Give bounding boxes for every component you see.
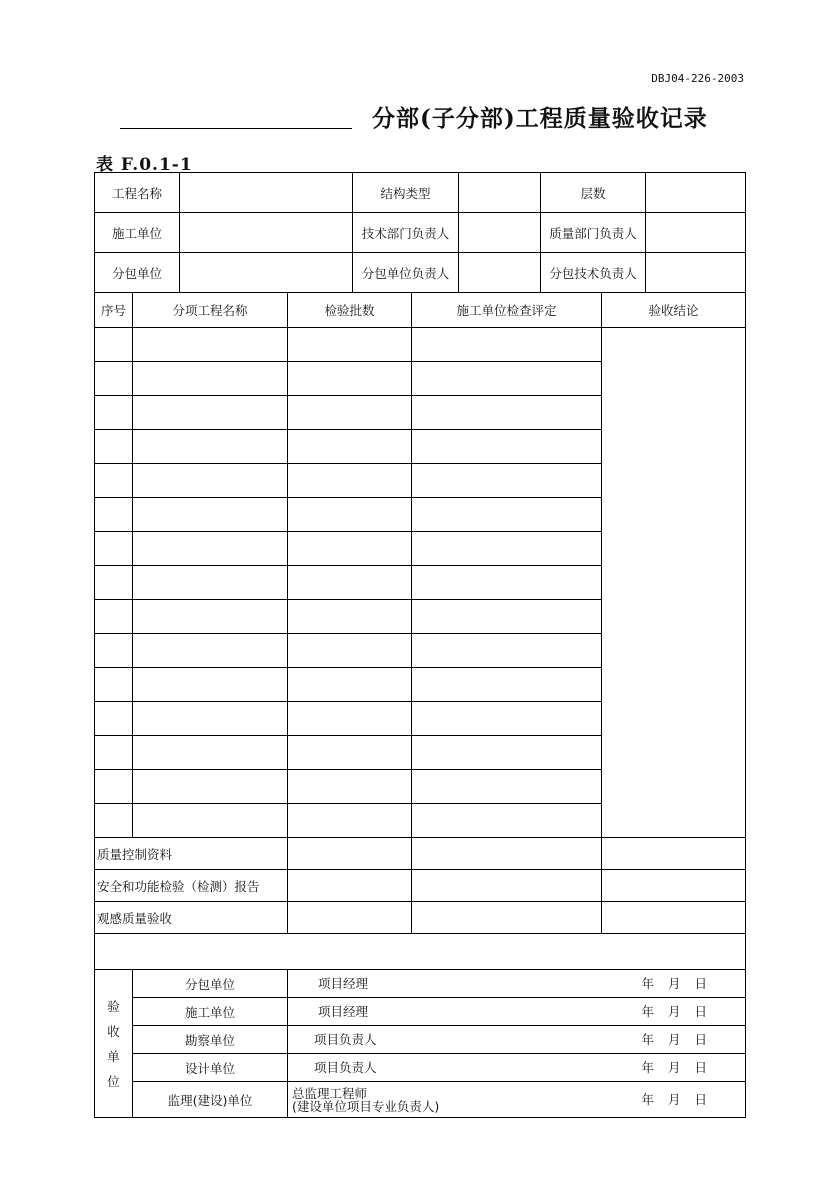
- role-text: 总监理工程师: [292, 1085, 368, 1101]
- cell-evaluation[interactable]: [412, 328, 602, 362]
- cell-item-name[interactable]: [133, 362, 288, 396]
- role-text: 项目经理: [318, 1004, 369, 1019]
- cell-batch-count[interactable]: [288, 634, 412, 668]
- field-construction-unit[interactable]: [180, 213, 353, 253]
- sign-date: [628, 1061, 708, 1074]
- date-day-label: 日: [694, 1004, 708, 1019]
- cell-no[interactable]: [95, 600, 133, 634]
- acceptance-sign-cell[interactable]: [288, 1054, 746, 1082]
- cell-batch-count[interactable]: [288, 770, 412, 804]
- acceptance-unit: 设计单位: [133, 1054, 288, 1082]
- acceptance-label-char: 单: [107, 1048, 120, 1064]
- cell-evaluation[interactable]: [412, 464, 602, 498]
- date-year-label: 年: [641, 1032, 655, 1047]
- misc-cell-evaluation[interactable]: [412, 902, 602, 934]
- cell-batch-count[interactable]: [288, 804, 412, 838]
- date-month-label: 月: [668, 1032, 681, 1047]
- date-day-label: 日: [694, 1032, 708, 1047]
- page-title: 分部(子分部)工程质量验收记录: [372, 105, 708, 132]
- date-month-label: 月: [668, 1092, 681, 1107]
- cell-item-name[interactable]: [133, 396, 288, 430]
- acceptance-unit: 分包单位: [133, 970, 288, 998]
- cell-evaluation[interactable]: [412, 702, 602, 736]
- field-structure-type[interactable]: [459, 173, 541, 213]
- misc-row-label: 质量控制资料: [95, 838, 288, 870]
- acceptance-units-label: [95, 970, 133, 1118]
- cell-evaluation[interactable]: [412, 396, 602, 430]
- misc-cell-batch[interactable]: [288, 870, 412, 902]
- acceptance-role: [314, 1033, 377, 1046]
- acceptance-label-char: 位: [107, 1073, 120, 1089]
- sign-date: [628, 1093, 708, 1106]
- cell-evaluation[interactable]: [412, 430, 602, 464]
- cell-evaluation[interactable]: [412, 804, 602, 838]
- cell-no[interactable]: [95, 702, 133, 736]
- field-quality-head[interactable]: [646, 213, 746, 253]
- cell-no[interactable]: [95, 770, 133, 804]
- column-header-no: 序号: [95, 293, 133, 328]
- cell-item-name[interactable]: [133, 328, 288, 362]
- cell-batch-count[interactable]: [288, 396, 412, 430]
- field-tech-head[interactable]: [459, 213, 541, 253]
- cell-no[interactable]: [95, 328, 133, 362]
- cell-conclusion[interactable]: [602, 328, 746, 838]
- cell-evaluation[interactable]: [412, 736, 602, 770]
- cell-no[interactable]: [95, 532, 133, 566]
- acceptance-role: [314, 1061, 377, 1074]
- acceptance-unit: 勘察单位: [133, 1026, 288, 1054]
- acceptance-row: [95, 1026, 746, 1054]
- misc-row: [95, 902, 746, 934]
- field-subcontract-tech-head[interactable]: [646, 253, 746, 293]
- cell-item-name[interactable]: [133, 668, 288, 702]
- acceptance-label-char: 收: [107, 1023, 120, 1039]
- cell-evaluation[interactable]: [412, 668, 602, 702]
- date-day-label: 日: [694, 1060, 708, 1075]
- acceptance-role: [292, 1087, 439, 1113]
- cell-no[interactable]: [95, 668, 133, 702]
- misc-cell-conclusion[interactable]: [602, 902, 746, 934]
- date-year-label: 年: [641, 1060, 655, 1075]
- cell-item-name[interactable]: [133, 702, 288, 736]
- cell-batch-count[interactable]: [288, 328, 412, 362]
- cell-item-name[interactable]: [133, 430, 288, 464]
- cell-batch-count[interactable]: [288, 566, 412, 600]
- date-day-label: 日: [694, 1092, 708, 1107]
- role-text-secondary: (建设单位项目专业负责人): [292, 1098, 440, 1114]
- acceptance-unit: 施工单位: [133, 998, 288, 1026]
- cell-no[interactable]: [95, 804, 133, 838]
- cell-no[interactable]: [95, 430, 133, 464]
- acceptance-row: [95, 970, 746, 998]
- cell-evaluation[interactable]: [412, 362, 602, 396]
- cell-item-name[interactable]: [133, 464, 288, 498]
- acceptance-unit: 监理(建设)单位: [133, 1082, 288, 1118]
- cell-batch-count[interactable]: [288, 498, 412, 532]
- cell-no[interactable]: [95, 396, 133, 430]
- acceptance-sign-cell[interactable]: [288, 970, 746, 998]
- cell-batch-count[interactable]: [288, 668, 412, 702]
- cell-evaluation[interactable]: [412, 770, 602, 804]
- date-month-label: 月: [668, 976, 681, 991]
- field-subcontract-unit[interactable]: [180, 253, 353, 293]
- cell-item-name[interactable]: [133, 600, 288, 634]
- role-text: 项目经理: [318, 976, 369, 991]
- label-subcontract-tech-head: 分包技术负责人: [541, 253, 646, 293]
- cell-no[interactable]: [95, 566, 133, 600]
- label-structure-type: 结构类型: [353, 173, 459, 213]
- field-floors[interactable]: [646, 173, 746, 213]
- cell-item-name[interactable]: [133, 634, 288, 668]
- label-construction-unit: 施工单位: [95, 213, 180, 253]
- date-day-label: 日: [694, 976, 708, 991]
- acceptance-role: [318, 977, 368, 990]
- field-project-name[interactable]: [180, 173, 353, 213]
- label-quality-head: 质量部门负责人: [541, 213, 646, 253]
- title-blank-line: [120, 128, 352, 129]
- field-subcontract-head[interactable]: [459, 253, 541, 293]
- misc-cell-conclusion[interactable]: [602, 870, 746, 902]
- acceptance-label-char: 验: [107, 998, 120, 1014]
- label-project-name: 工程名称: [95, 173, 180, 213]
- cell-batch-count[interactable]: [288, 430, 412, 464]
- column-header-evaluation: 施工单位检查评定: [412, 293, 602, 328]
- cell-batch-count[interactable]: [288, 532, 412, 566]
- label-subcontract-unit: 分包单位: [95, 253, 180, 293]
- table-label: 表 F.0.1-1: [96, 155, 193, 175]
- cell-evaluation[interactable]: [412, 634, 602, 668]
- misc-row: [95, 870, 746, 902]
- column-header-item-name: 分项工程名称: [133, 293, 288, 328]
- misc-row-label: 安全和功能检验（检测）报告: [95, 870, 288, 902]
- date-year-label: 年: [641, 1092, 655, 1107]
- acceptance-role: [318, 1005, 368, 1018]
- role-text: 项目负责人: [314, 1060, 377, 1075]
- misc-cell-evaluation[interactable]: [412, 838, 602, 870]
- sign-date: [628, 1033, 708, 1046]
- misc-cell-batch[interactable]: [288, 838, 412, 870]
- cell-item-name[interactable]: [133, 532, 288, 566]
- cell-item-name[interactable]: [133, 736, 288, 770]
- cell-no[interactable]: [95, 498, 133, 532]
- role-text: 项目负责人: [314, 1032, 377, 1047]
- cell-batch-count[interactable]: [288, 464, 412, 498]
- standard-code: DBJ04-226-2003: [651, 72, 744, 85]
- sign-date: [628, 1005, 708, 1018]
- cell-evaluation[interactable]: [412, 566, 602, 600]
- misc-cell-evaluation[interactable]: [412, 870, 602, 902]
- cell-no[interactable]: [95, 464, 133, 498]
- acceptance-sign-cell[interactable]: [288, 1026, 746, 1054]
- date-year-label: 年: [641, 976, 655, 991]
- misc-cell-batch[interactable]: [288, 902, 412, 934]
- date-month-label: 月: [668, 1004, 681, 1019]
- acceptance-row: [95, 1054, 746, 1082]
- blank-row[interactable]: [95, 934, 746, 970]
- table-row: [95, 328, 746, 362]
- cell-item-name[interactable]: [133, 566, 288, 600]
- cell-item-name[interactable]: [133, 804, 288, 838]
- cell-batch-count[interactable]: [288, 736, 412, 770]
- date-year-label: 年: [641, 1004, 655, 1019]
- cell-batch-count[interactable]: [288, 702, 412, 736]
- acceptance-sign-cell[interactable]: [288, 998, 746, 1026]
- misc-row-label: 观感质量验收: [95, 902, 288, 934]
- cell-item-name[interactable]: [133, 770, 288, 804]
- cell-evaluation[interactable]: [412, 600, 602, 634]
- label-floors: 层数: [541, 173, 646, 213]
- cell-batch-count[interactable]: [288, 362, 412, 396]
- sign-date: [628, 977, 708, 990]
- acceptance-sign-cell[interactable]: [288, 1082, 746, 1118]
- label-subcontract-head: 分包单位负责人: [353, 253, 459, 293]
- cell-evaluation[interactable]: [412, 532, 602, 566]
- column-header-conclusion: 验收结论: [602, 293, 746, 328]
- misc-cell-conclusion[interactable]: [602, 838, 746, 870]
- cell-evaluation[interactable]: [412, 498, 602, 532]
- cell-batch-count[interactable]: [288, 600, 412, 634]
- cell-no[interactable]: [95, 736, 133, 770]
- label-tech-head: 技术部门负责人: [353, 213, 459, 253]
- acceptance-record-table: [94, 172, 746, 1118]
- cell-no[interactable]: [95, 362, 133, 396]
- column-header-batch-count: 检验批数: [288, 293, 412, 328]
- cell-no[interactable]: [95, 634, 133, 668]
- date-month-label: 月: [668, 1060, 681, 1075]
- acceptance-row: [95, 1082, 746, 1118]
- acceptance-row: [95, 998, 746, 1026]
- misc-row: [95, 838, 746, 870]
- cell-item-name[interactable]: [133, 498, 288, 532]
